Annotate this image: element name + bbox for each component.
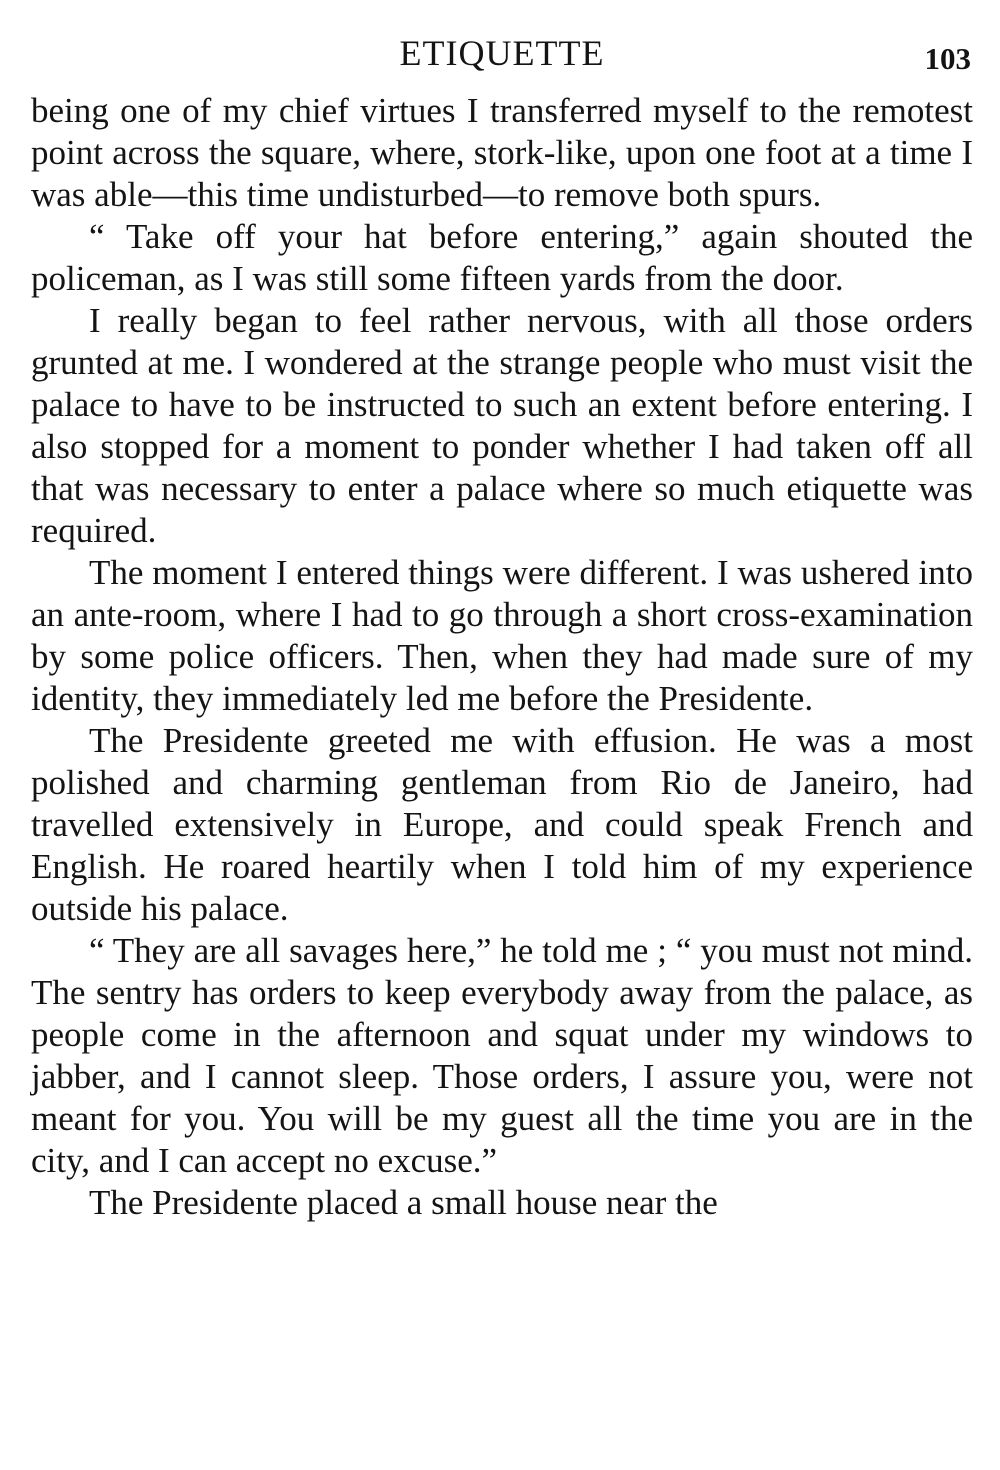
running-head [31, 28, 973, 90]
paragraph: The Presidente greeted me with effusion. He was a most polished and charming gentleman from Rio de Janeiro, had travelled extensively in Europe, and could speak French and English. He roared heartily when I told him of my experience outside his palace. [31, 721, 973, 928]
paragraph-continuation: being one of my chief virtues I transferred myself to the remotest point across the square, where, stork-like, upon one foot at a time I was able—this time undisturbed—to remove both spurs. [31, 91, 973, 214]
page-number: 103 [924, 41, 971, 76]
paragraph: The moment I entered things were different. I was ushered into an ante-room, where I had to go through a short cross-examination by some police officers. Then, when they had made sure of my identity, they immediately led me before the Presidente. [31, 553, 973, 718]
body-text [31, 90, 973, 1224]
paragraph-final: The Presidente placed a small house near the [89, 1183, 718, 1222]
book-page [31, 28, 973, 1224]
paragraph: “ They are all savages here,” he told me ; “ you must not mind. The sentry has orders to keep everybody away from the palace, as people come in the afternoon and squat under my windows to jabber, and I cannot sleep. Those orders, I assure you, were not meant for you. You will be my guest all the time you are in the city, and I can accept no excuse.” [31, 931, 973, 1180]
paragraph: I really began to feel rather nervous, with all those orders grunted at me. I wondered at the strange people who must visit the palace to have to be instructed to such an extent before entering. I also stopped for a moment to ponder whether I had taken off all that was necessary to enter a palace where so much etiquette was required. [31, 301, 973, 550]
paragraph: “ Take off your hat before entering,” again shouted the policeman, as I was still some fifteen yards from the door. [31, 217, 973, 298]
running-title: ETIQUETTE [399, 33, 605, 73]
